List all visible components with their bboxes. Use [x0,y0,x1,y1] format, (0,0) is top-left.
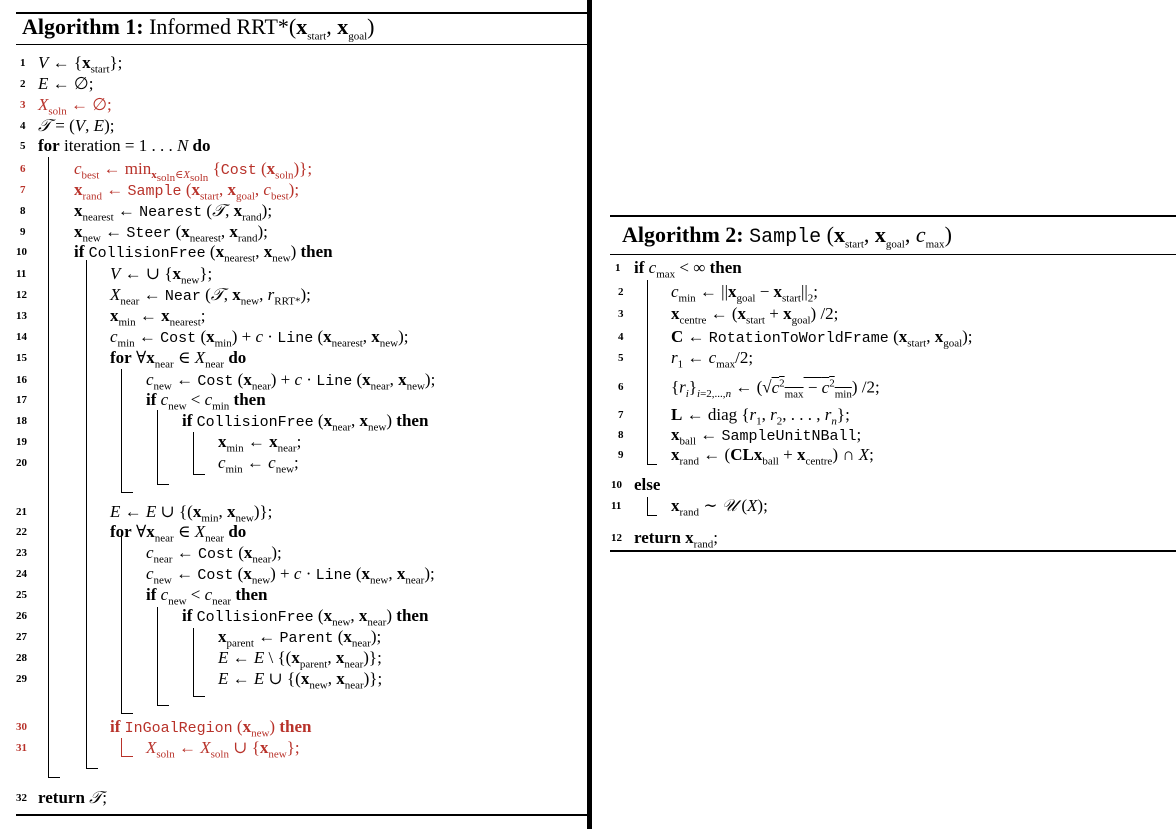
line-code: $x_{centre}$ ← $(x_{start} + x_{goal})$ /2; [671,304,839,327]
line-code: $x_{ball}$ ← SampleUnitNBall; [671,425,862,448]
line-code: else [634,475,661,494]
line-number: 31 [16,742,27,754]
algo1-block-if25-bar [157,607,158,705]
line-number: 17 [16,394,27,406]
line-code: V ← $\{x_{start}\}$; [38,53,123,76]
line-code: return 𝒯; [38,788,107,807]
line-code: $X_{near}$ ← Near (𝒯, $x_{new}$, $r_{RRT*}$); [110,285,311,308]
line-code: $c_{min}$ ← $c_{new}$; [218,453,299,476]
algo1-title-name: Informed RRT* [149,14,289,39]
line-number: 10 [16,246,27,258]
line-number: 4 [618,331,624,343]
line-number: 9 [20,226,26,238]
line-code: E ← E \ {($x_{parent}$, $x_{near}$)}; [218,648,382,671]
algo2-title-args: ($x_{start}$, $x_{goal}$, $c_{max}$) [821,222,952,251]
line-number: 26 [16,610,27,622]
line-number: 7 [20,184,26,196]
line-number: 30 [16,721,27,733]
column-divider [587,0,592,829]
algo1-block-if17-end [157,484,169,485]
line-number: 20 [16,457,27,469]
algo1-block-for22-end [121,713,133,714]
line-code: if CollisionFree ($x_{nearest}$, $x_{new}$) then [74,242,333,265]
algo1-block-for-end [48,777,60,778]
line-code: for iteration = 1 . . . N do [38,136,211,155]
algo1-block-if-bar [86,260,87,768]
line-number: 2 [20,78,26,90]
line-number: 28 [16,652,27,664]
line-code: V ← ∪ $\{x_{new}\}$; [110,264,213,287]
line-code: $x_{rand}$ ← Sample ($x_{start}$, $x_{goal}$, $c_{best}$); [74,180,300,203]
line-code: $c_{min}$ ← $||x_{goal} - x_{start}||_2$; [671,282,819,305]
line-code: $x_{new}$ ← Steer ($x_{nearest}$, $x_{rand}$); [74,222,268,245]
line-code: $X_{soln}$ ← $X_{soln}$ ∪ $\{x_{new}\}$; [146,738,300,761]
line-number: 5 [20,140,26,152]
line-number: 6 [618,381,624,393]
line-number: 16 [16,374,27,386]
line-code: E ← E ∪ {($x_{new}$, $x_{near}$)}; [218,669,383,692]
line-number: 23 [16,547,27,559]
line-code: if InGoalRegion $(x_{new})$ then [110,717,312,740]
line-number: 13 [16,310,27,322]
algo1-title-args: ($x_{start}$, $x_{goal}$) [288,14,375,43]
algo1-block-for-bar [48,157,49,777]
line-code: E ← E ∪ {($x_{min}$, $x_{new}$)}; [110,502,273,525]
line-code: $c_{new}$ ← Cost $(x_{near}) + c$ · Line ($x_{near}$, $x_{new}$); [146,370,436,393]
algo1-block-if17-bar [157,410,158,484]
line-number: 14 [16,331,27,343]
line-number: 4 [20,120,26,132]
line-code: for $\forall x_{near}$ ∈ $X_{near}$ do [110,522,247,545]
line-code: 𝒯 = (V, E); [38,116,115,135]
algo2-block-else-end [647,515,657,516]
line-number: 11 [611,500,622,512]
algo1-block-for15-end [121,492,133,493]
algo1-block-for15-bar [121,369,122,492]
line-number: 12 [611,532,622,544]
line-code: if $c_{max}$ < ∞ then [634,258,742,281]
algo1-block-if26-bar [193,628,194,696]
line-number: 1 [615,262,621,274]
line-code: $X_{soln}$ ← ∅; [38,95,112,118]
line-code: $x_{parent}$ ← Parent $(x_{near})$; [218,627,382,650]
line-code: $\{r_i\}_{i=2,...,n}$ ← $(√c^2_{max} - c^2_{min})$ /2; [671,377,880,401]
line-number: 3 [618,308,624,320]
line-number: 18 [16,415,27,427]
line-number: 9 [618,449,624,461]
algo1-block-if30-end [121,756,133,757]
line-number: 21 [16,506,27,518]
algo1-block-for22-bar [121,535,122,713]
line-number: 2 [618,286,624,298]
algo1-block-if26-end [193,696,205,697]
line-number: 25 [16,589,27,601]
line-number: 6 [20,163,26,175]
algo1-title-label: Algorithm 1: [22,14,144,39]
line-code: if CollisionFree ($x_{new}$, $x_{near}$) then [182,606,429,629]
line-number: 3 [20,99,26,111]
algo1-block-if25-end [157,705,169,706]
line-code: L ← diag {$r_1$, $r_2$, . . . , $r_n$}; [671,405,850,428]
line-code: $x_{rand}$ ← $(CLx_{ball} + x_{centre})$ ∩ X; [671,445,874,468]
line-code: $c_{near}$ ← Cost $(x_{near})$; [146,543,282,566]
line-number: 29 [16,673,27,685]
line-code: $x_{min}$ ← $x_{nearest}$; [110,306,206,329]
algo2-title [622,222,952,250]
line-code: $x_{rand}$ ∼ 𝒰 (X); [671,496,768,519]
line-number: 15 [16,352,27,364]
line-number: 22 [16,526,27,538]
line-code: return $x_{rand}$; [634,528,718,551]
line-number: 8 [20,205,26,217]
algo1-block-if-end [86,768,98,769]
line-code: $x_{min}$ ← $x_{near}$; [218,432,302,455]
algo2-block-if-end [647,464,657,465]
algo2-header-rule [610,254,1176,255]
algo2-block-else-bar [647,497,648,515]
line-number: 11 [16,268,27,280]
line-code: for $\forall x_{near}$ ∈ $X_{near}$ do [110,348,247,371]
line-code: if $c_{new} < c_{min}$ then [146,390,266,413]
line-code: if CollisionFree ($x_{near}$, $x_{new}$) then [182,411,429,434]
line-number: 7 [618,409,624,421]
algo1-block-if18-end [193,474,205,475]
algo1-header-rule [16,44,587,45]
line-code: $c_{min}$ ← Cost $(x_{min}) + c$ · Line ($x_{nearest}$, $x_{new}$); [110,327,409,350]
algo1-bottom-rule [16,814,587,816]
line-code: $c_{best}$ ← $\min_{x_{soln}\in X_{soln}}$ {Cost $(x_{soln})$}; [74,159,313,185]
line-number: 8 [618,429,624,441]
line-code: if $c_{new} < c_{near}$ then [146,585,268,608]
line-number: 24 [16,568,27,580]
line-number: 19 [16,436,27,448]
line-number: 32 [16,792,27,804]
algo1-block-if30-bar [121,738,122,756]
line-number: 1 [20,57,26,69]
algo2-title-name: Sample [749,226,822,249]
line-code: $x_{nearest}$ ← Nearest (𝒯, $x_{rand}$); [74,201,273,224]
line-code: $c_{new}$ ← Cost $(x_{new}) + c$ · Line ($x_{new}$, $x_{near}$); [146,564,435,587]
line-number: 12 [16,289,27,301]
line-code: $r_1$ ← $c_{max}/2$; [671,348,754,371]
algo1-block-if18-bar [193,432,194,474]
line-code: E ← ∅; [38,74,94,93]
algo2-block-if-bar [647,280,648,464]
line-number: 10 [611,479,622,491]
line-number: 27 [16,631,27,643]
line-number: 5 [618,352,624,364]
algo1-title [22,14,374,42]
algo2-title-label: Algorithm 2: [622,222,744,247]
line-code: C ← RotationToWorldFrame ($x_{start}$, $x_{goal}$); [671,327,973,350]
algo2-top-rule [610,215,1176,217]
